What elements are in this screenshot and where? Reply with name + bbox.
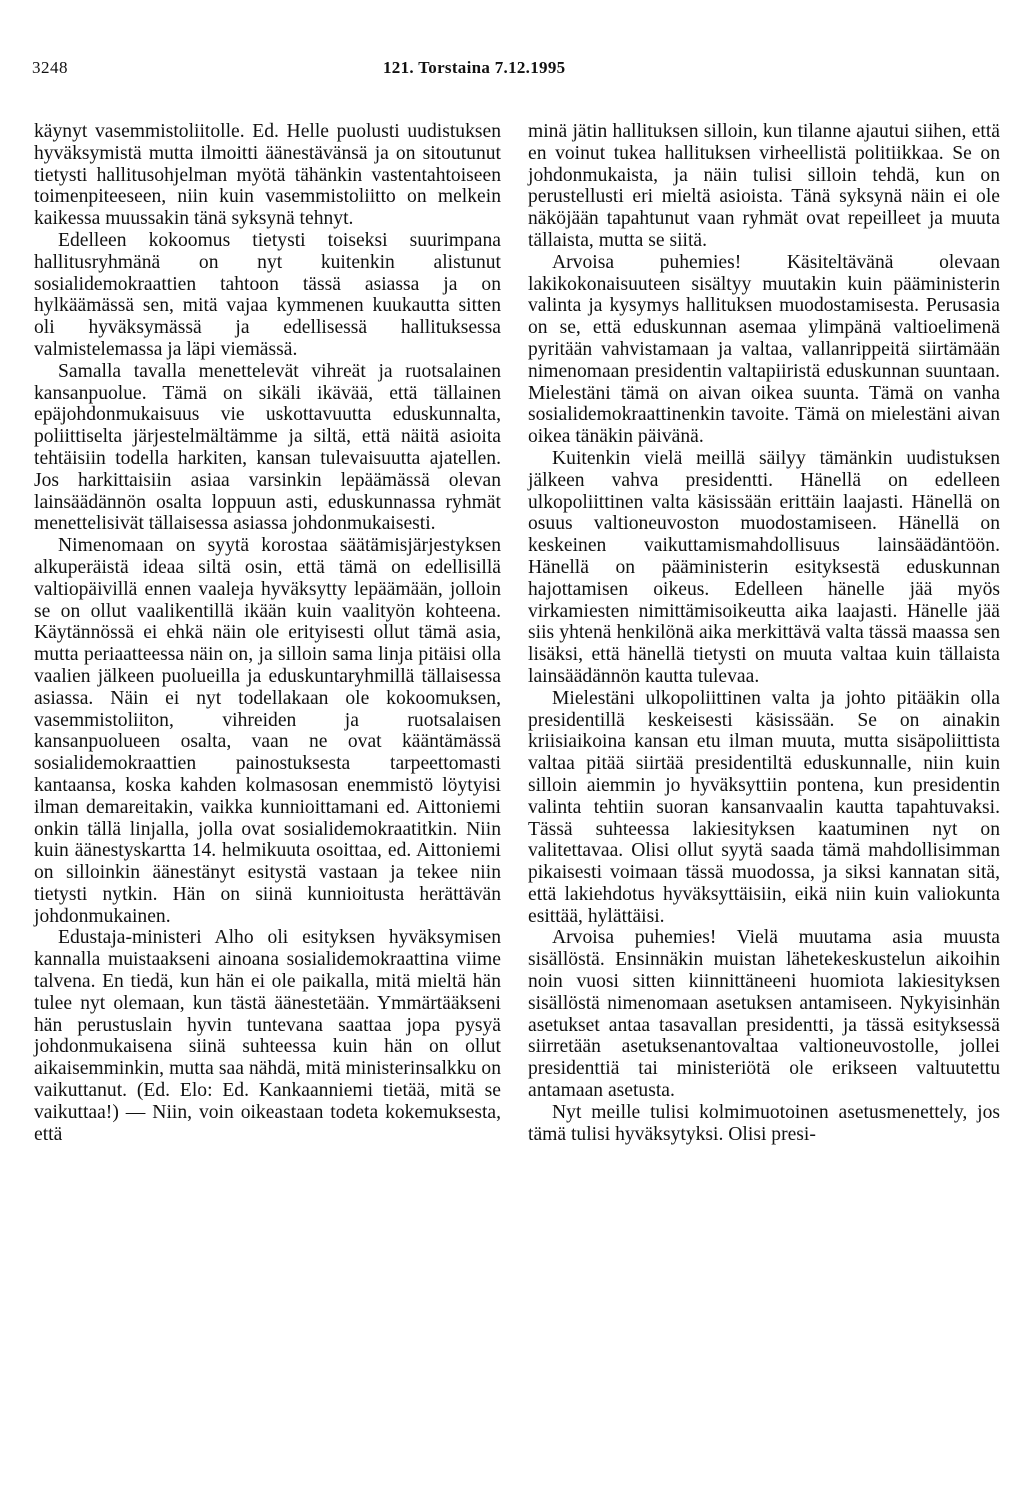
right-column bbox=[528, 121, 1000, 1145]
paragraph: Edelleen kokoomus tietysti toiseksi suurimpana hallitusryhmänä on nyt kuitenkin alistunut sosialidemokraattien tahtoon tässä asiassa ja on hylkäämässä sen, mitä vajaa kymmenen kuukautta sitten oli hyväksymässä ja edellisessä hallituksessa valmistelemassa ja läpi viemässä. bbox=[34, 229, 501, 360]
paragraph: Arvoisa puhemies! Vielä muutama asia muusta sisällöstä. Ensinnäkin muistan lähetekeskustelun aikoihin noin vuosi sitten kiinnittäneeni huomiota lakiesityksen sisällöstä nimenomaan asetuksen antamiseen. Nykyisinhän asetukset antaa tasavallan presidentti, ja tässä esityksessä siirretään asetuksenantovaltaa valtioneuvostolle, jollei presidenttiä tai ministeriötä ole erikseen valtuutettu antamaan asetusta. bbox=[528, 927, 1000, 1102]
paragraph: Mielestäni ulkopoliittinen valta ja johto pitääkin olla presidentillä keskeisesti käsissään. Se on ainakin kriisiaikoina kansan etu ilman muuta, mutta sisäpoliittista valtaa pitää siirtää presidentiltä eduskunnalle, niin kuin silloin aiemmin jo hyväksyttiin pontena, kun presidentin valinta tehtiin suoran kansanvaalin kautta tapahtuvaksi. Tässä suhteessa lakiesityksen kaatuminen nyt on valitettavaa. Olisi ollut syytä saada tämä mahdollisimman pikaisesti voimaan tässä muodossa, ja siksi kannatan sitä, että lakiehdotus hyväksyttäisiin, eikä niin kuin valiokunta esittää, hylättäisi. bbox=[528, 687, 1000, 927]
left-column bbox=[34, 121, 501, 1145]
paragraph: Samalla tavalla menettelevät vihreät ja ruotsalainen kansanpuolue. Tämä on sikäli ikävää, että tällainen epäjohdonmukaisuus vie uskottavuutta eduskunnalta, poliittiselta järjestelmältämme ja siltä, että näitä asioita tehtäisiin todella harkiten, kansan tulevaisuutta ajatellen. Jos harkittaisiin asiaa varsinkin lepäämässä olevan lainsäädännön osalta loppuun asti, eduskunnassa ryhmät menettelisivät tällaisessa asiassa johdonmukaisesti. bbox=[34, 360, 501, 535]
page-number: 3248 bbox=[32, 58, 68, 77]
session-title: 121. Torstaina 7.12.1995 bbox=[383, 58, 566, 77]
paragraph: Kuitenkin vielä meillä säilyy tämänkin uudistuksen jälkeen vahva presidentti. Hänellä on edelleen ulkopoliittinen valta käsissään erittäin laajasti. Hänellä on osuus valtioneuvoston muodostamiseen. Hänellä on keskeinen vaikuttamismahdollisuus lainsäädäntöön. Hänellä on pääministerin esityksestä eduskunnan hajottamisen oikeus. Edelleen hänelle jää myös virkamiesten nimittämisoikeutta aika laajasti. Hänelle jää siis yhtenä henkilönä aika merkittävä valta tässä maassa sen lisäksi, että hänellä tietysti on muuta valtaa kuin tällaista lainsäädännön kautta tulevaa. bbox=[528, 447, 1000, 687]
paragraph: käynyt vasemmistoliitolle. Ed. Helle puolusti uudistuksen hyväksymistä mutta ilmoitti äänestävänsä ja on sitoutunut tietysti hallitusohjelman myötä tähänkin vastentahtoiseen toimenpiteeseen, niin kuin vasemmistoliitto on melkein kaikessa muussakin tänä syksynä tehnyt. bbox=[34, 121, 501, 230]
paragraph: minä jätin hallituksen silloin, kun tilanne ajautui siihen, että en voinut tukea hallituksen virheellistä politiikkaa. Se on johdonmukaista, ja näin tulisi silloin tehdä, kun on perustellusti eri mieltä asioista. Tänä syksynä näin ei ole näköjään tapahtunut vaan ryhmät ovat repeilleet ja muuta tällaista, mutta se siitä. bbox=[528, 121, 1000, 251]
page-header bbox=[0, 58, 1024, 84]
paragraph: Nimenomaan on syytä korostaa säätämisjärjestyksen alkuperäistä ideaa siltä osin, että tämä on edellisillä valtiopäivillä ennen vaaleja hyväksytty lepäämään, jolloin se on ollut vaalikentillä ikään kuin vaalityön kohteena. Käytännössä ei ehkä näin ole erityisesti ollut tämä asia, mutta periaatteessa näin on, ja silloin sama linja pitäisi olla vaalien jälkeen puolueilla ja eduskuntaryhmillä tällaisessa asiassa. Näin ei nyt todellakaan ole kokoomuksen, vasemmistoliiton, vihreiden ja ruotsalaisen kansanpuolueen osalta, vaan ne ovat kääntämässä sosialidemokraattien painostuksesta tarpeettomasti kantaansa, koska kahden kolmasosan enemmistö löytyisi ilman demareitakin, vaikka kunnioittamani ed. Aittoniemi onkin tällä linjalla, jolla ovat sosialidemokraatitkin. Niin kuin äänestyskartta 14. helmikuuta osoittaa, ed. Aittoniemi on silloinkin äänestänyt esitystä vastaan ja tekee niin tietysti nytkin. Hän on siinä kunnioitusta herättävän johdonmukainen. bbox=[34, 535, 501, 927]
paragraph: Arvoisa puhemies! Käsiteltävänä olevaan lakikokonaisuuteen sisältyy muutakin kuin pääministerin valinta ja kysymys hallituksen muodostamisesta. Perusasia on se, että eduskunnan asemaa ylimpänä valtioelimenä pyritään vahvistamaan ja valtaa, vallanrippeitä siirtämään nimenomaan presidentin valtapiiristä eduskunnan suuntaan. Mielestäni tämä on aivan oikea suunta. Tämä on vanha sosialidemokraattinenkin tavoite. Tämä on mielestäni aivan oikea tänäkin päivänä. bbox=[528, 251, 1000, 448]
paragraph: Nyt meille tulisi kolmimuotoinen asetusmenettely, jos tämä tulisi hyväksytyksi. Olisi presi- bbox=[528, 1101, 1000, 1145]
paragraph: Edustaja-ministeri Alho oli esityksen hyväksymisen kannalla muistaakseni ainoana sosialidemokraattina viime talvena. En tiedä, kun hän ei ole paikalla, mitä mieltä hän tulee nyt olemaan, kun tästä äänestetään. Ymmärtääkseni hän perustuslain hyvin tuntevana saattaa jopa pysyä johdonmukaisena siinä suhteessa kuin hän on ollut aikaisemminkin, mutta saa nähdä, mitä ministerinsalkku on vaikuttanut. (Ed. Elo: Ed. Kankaanniemi tietää, mitä se vaikuttaa!) — Niin, voin oikeastaan todeta kokemuksesta, että bbox=[34, 927, 501, 1145]
